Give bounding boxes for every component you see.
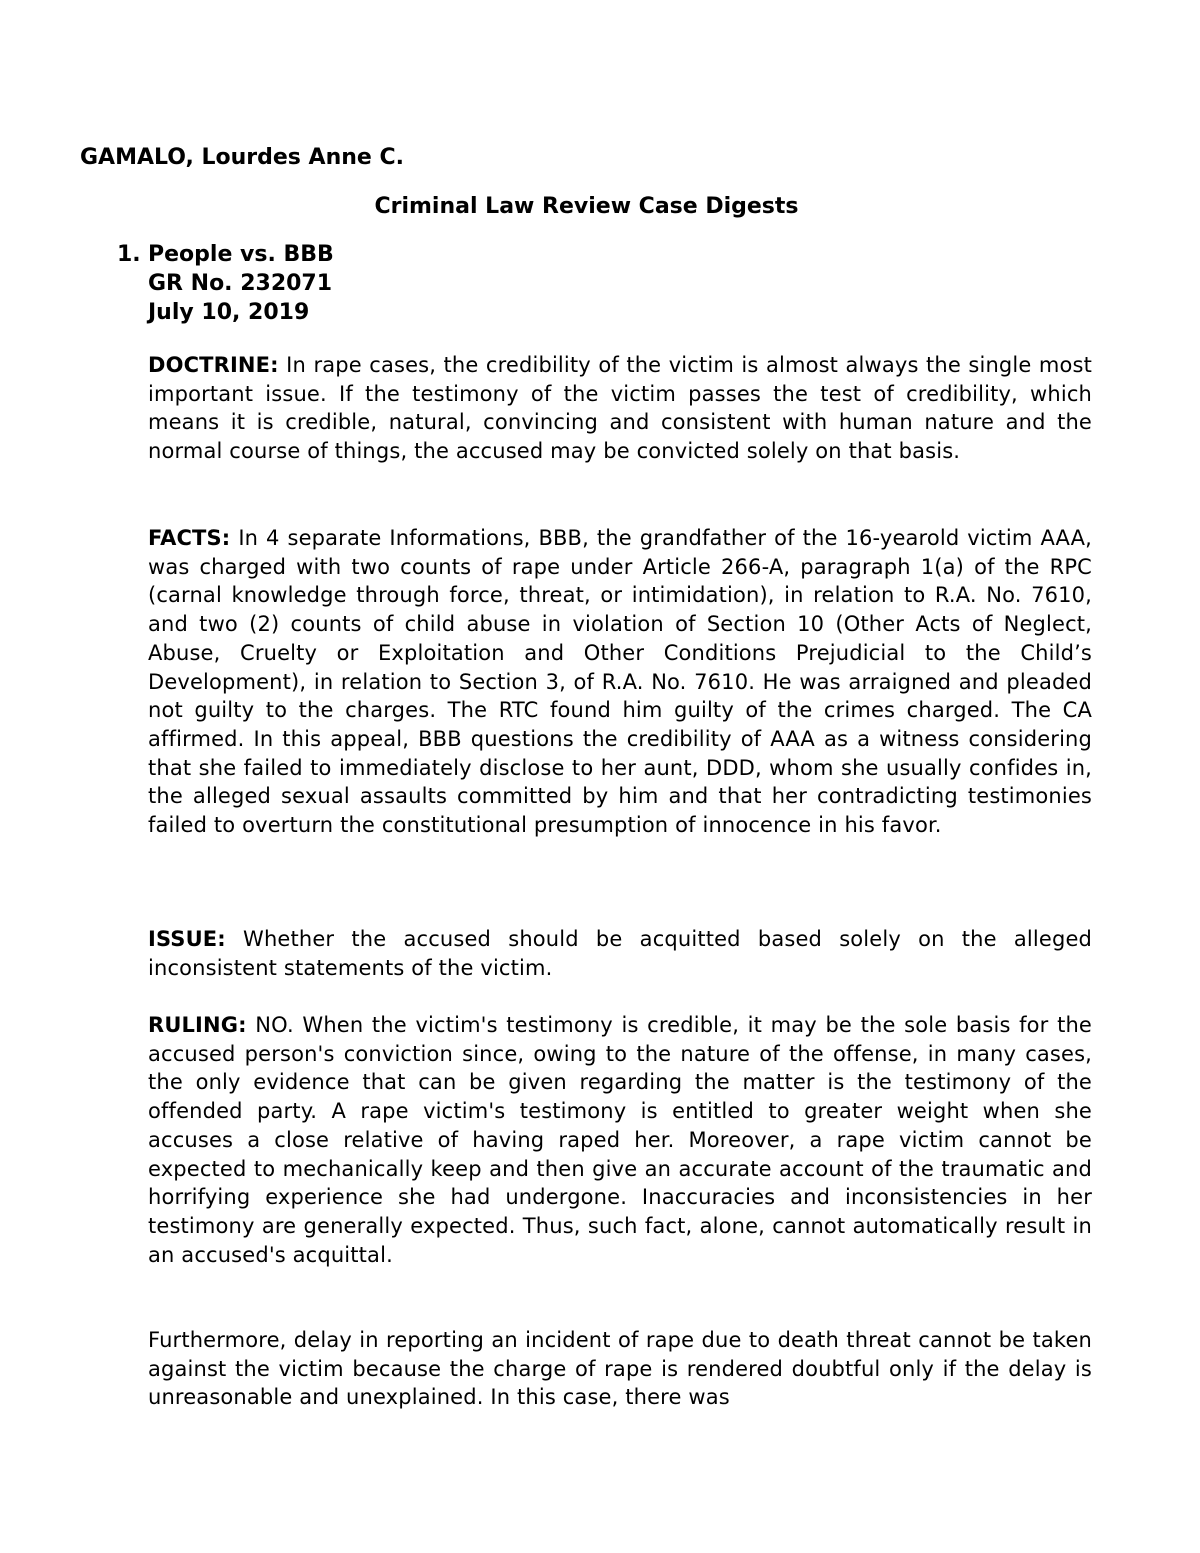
issue-label: ISSUE: xyxy=(148,927,226,951)
document-title: Criminal Law Review Case Digests xyxy=(374,194,799,219)
case-date: July 10, 2019 xyxy=(148,300,310,325)
case-gr-number: GR No. 232071 xyxy=(148,271,333,296)
facts-label: FACTS: xyxy=(148,526,231,550)
issue-paragraph xyxy=(148,925,1092,982)
case-heading xyxy=(148,240,334,327)
doctrine-paragraph xyxy=(148,351,1092,466)
case-number: 1. xyxy=(117,242,141,267)
facts-text: In 4 separate Informations, BBB, the grandfather of the 16-yearold victim AAA, was charged with two counts of rape under Article 266-A, paragraph 1(a) of the RPC (carnal knowledge through force, threat, or intimidation), in relation to R.A. No. 7610, and two (2) counts of child abuse in violation of Section 10 (Other Acts of Neglect, Abuse, Cruelty or Exploitation and Other Conditions Prejudicial to the Child’s Development), in relation to Section 3, of R.A. No. 7610. He was arraigned and pleaded not guilty to the charges. The RTC found him guilty of the crimes charged. The CA affirmed. In this appeal, BBB questions the credibility of AAA as a witness considering that she failed to immediately disclose to her aunt, DDD, whom she usually confides in, the alleged sexual assaults committed by him and that her contradicting testimonies failed to overturn the constitutional presumption of innocence in his favor. xyxy=(148,526,1092,838)
ruling-label: RULING: xyxy=(148,1013,247,1037)
doctrine-label: DOCTRINE: xyxy=(148,353,279,377)
ruling-text: NO. When the victim's testimony is credible, it may be the sole basis for the accused person's conviction since, owing to the nature of the offense, in many cases, the only evidence that can be given regarding the matter is the testimony of the offended party. A rape victim's testimony is entitled to greater weight when she accuses a close relative of having raped her. Moreover, a rape victim cannot be expected to mechanically keep and then give an accurate account of the traumatic and horrifying experience she had undergone. Inaccuracies and inconsistencies in her testimony are generally expected. Thus, such fact, alone, cannot automatically result in an accused's acquittal. xyxy=(148,1013,1092,1267)
further-paragraph xyxy=(148,1326,1092,1412)
further-text: Furthermore, delay in reporting an incident of rape due to death threat cannot be taken against the victim because the charge of rape is rendered doubtful only if the delay is unreasonable and unexplained. In this case, there was xyxy=(148,1328,1092,1410)
facts-paragraph xyxy=(148,524,1092,840)
case-name: People vs. BBB xyxy=(148,242,334,267)
doctrine-text: In rape cases, the credibility of the victim is almost always the single most important issue. If the testimony of the victim passes the test of credibility, which means it is credible, natural, convincing and consistent with human nature and the normal course of things, the accused may be convicted solely on that basis. xyxy=(148,353,1093,464)
issue-text: Whether the accused should be acquitted based solely on the alleged inconsistent statements of the victim. xyxy=(148,927,1092,980)
ruling-paragraph xyxy=(148,1011,1092,1269)
author-name: GAMALO, Lourdes Anne C. xyxy=(80,145,404,170)
